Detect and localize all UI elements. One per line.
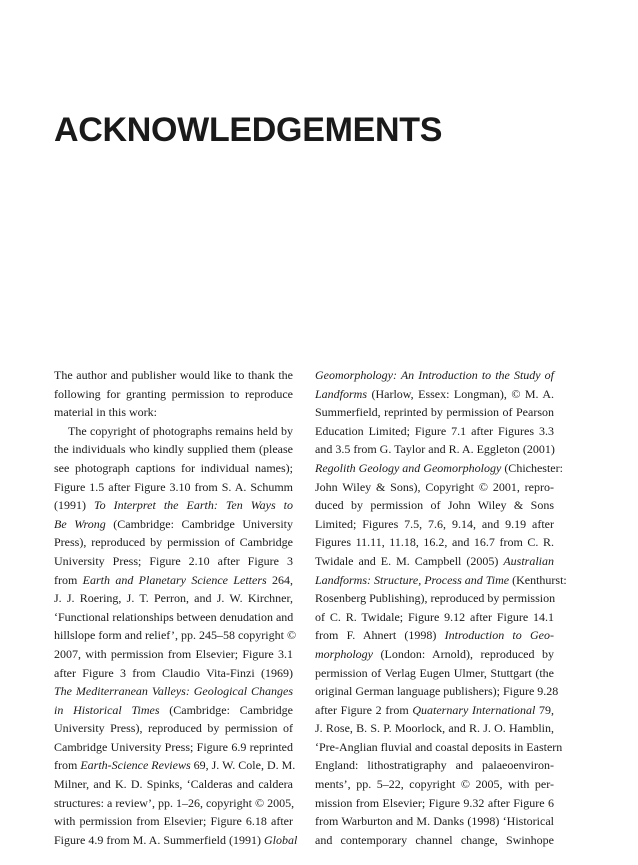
text-line: material in this work: xyxy=(54,405,157,420)
text-line: duced by permission of John Wiley & Sons xyxy=(315,498,554,513)
text-line: Geomorphology: An Introduction to the Study of xyxy=(315,368,554,382)
text-line: hillslope form and relief’, pp. 245–58 copyright © xyxy=(54,628,297,643)
text-line: The author and publisher would like to thank the xyxy=(54,368,293,382)
text-line: University Press; Figure 2.10 after Figure 3 xyxy=(54,553,293,568)
text-line: from Earth-Science Reviews 69, J. W. Cole, D. M. xyxy=(54,758,296,773)
text-line: Figure 4.9 from M. A. Summerfield (1991) Global xyxy=(54,832,298,847)
text-line: and 3.5 from G. Taylor and R. A. Eggleton (2001) xyxy=(315,442,555,457)
text-line: Be Wrong (Cambridge: Cambridge University xyxy=(54,516,293,531)
text-line: (1991) To Interpret the Earth: Ten Ways to xyxy=(54,498,293,513)
text-line: from F. Ahnert (1998) Introduction to Geo- xyxy=(315,628,554,643)
text-line: J. Rose, B. S. P. Moorlock, and R. J. O. Hamblin, xyxy=(315,721,554,736)
text-line: England: lithostratigraphy and palaeoenviron- xyxy=(315,758,554,773)
text-line: John Wiley & Sons), Copyright © 2001, repro- xyxy=(315,479,554,494)
text-line: The copyright of photographs remains held by xyxy=(68,423,293,438)
text-line: University Press), reproduced by permission of xyxy=(54,721,293,736)
text-line: Limited; Figures 7.5, 7.6, 9.14, and 9.19 after xyxy=(315,516,554,531)
text-line: Milner, and K. D. Spinks, ‘Calderas and caldera xyxy=(54,777,293,792)
text-line: Twidale and E. M. Campbell (2005) Australian xyxy=(315,553,554,568)
text-line: and contemporary channel change, Swinhope xyxy=(315,832,554,847)
text-line: Landforms: Structure, Process and Time (Kenthurst: xyxy=(315,572,567,587)
text-line: Summerfield, reprinted by permission of Pearson xyxy=(315,405,554,420)
text-line: ‘Pre-Anglian fluvial and coastal deposits in Eastern xyxy=(315,739,563,754)
text-line: with permission from Elsevier; Figure 6.18 after xyxy=(54,814,293,829)
left-text-column xyxy=(54,366,298,849)
text-line: Rosenberg Publishing), reproduced by permission xyxy=(315,591,556,606)
text-line: original German language publishers); Figure 9.28 xyxy=(315,684,559,699)
text-line: Figures 11.11, 11.18, 16.2, and 16.7 from C. R. xyxy=(315,535,554,550)
text-line: Regolith Geology and Geomorphology (Chichester: xyxy=(315,460,563,475)
text-line: J. J. Roering, J. T. Perron, and J. W. Kirchner, xyxy=(54,591,293,606)
text-line: after Figure 2 from Quaternary International 79, xyxy=(315,702,554,717)
text-line: 2007, with permission from Elsevier; Figure 3.1 xyxy=(54,646,293,661)
text-line: after Figure 3 from Claudio Vita-Finzi (1969) xyxy=(54,665,293,680)
text-line: structures: a review’, pp. 1–26, copyright © 2005, xyxy=(54,795,295,810)
text-line: The Mediterranean Valleys: Geological Changes xyxy=(54,684,293,699)
text-line: Figure 1.5 after Figure 3.10 from S. A. Schumm xyxy=(54,479,293,494)
text-line: morphology (London: Arnold), reproduced by xyxy=(315,646,554,661)
text-line: following for granting permission to reproduce xyxy=(54,386,293,401)
text-line: the individuals who kindly supplied them (please xyxy=(54,442,293,457)
text-line: from Warburton and M. Danks (1998) ‘Historical xyxy=(315,814,554,829)
text-line: Press), reproduced by permission of Cambridge xyxy=(54,535,293,550)
text-line: ments’, pp. 5–22, copyright © 2005, with per- xyxy=(315,777,554,792)
text-line: Cambridge University Press; Figure 6.9 reprinted xyxy=(54,739,293,754)
page-title: ACKNOWLEDGEMENTS xyxy=(54,111,443,149)
text-line: from Earth and Planetary Science Letters 264, xyxy=(54,572,293,587)
text-line: permission of Verlag Eugen Ulmer, Stuttgart (the xyxy=(315,665,554,680)
text-line: Landforms (Harlow, Essex: Longman), © M. A. xyxy=(315,386,554,401)
text-line: see photograph captions for individual names); xyxy=(54,460,293,475)
text-line: mission from Elsevier; Figure 9.32 after Figure 6 xyxy=(315,795,554,810)
text-line: Education Limited; Figure 7.1 after Figures 3.3 xyxy=(315,423,554,438)
text-line: in Historical Times (Cambridge: Cambridge xyxy=(54,702,293,717)
text-line: ‘Functional relationships between denudation and xyxy=(54,609,294,624)
text-line: of C. R. Twidale; Figure 9.12 after Figure 14.1 xyxy=(315,609,554,624)
right-text-column xyxy=(315,366,567,849)
